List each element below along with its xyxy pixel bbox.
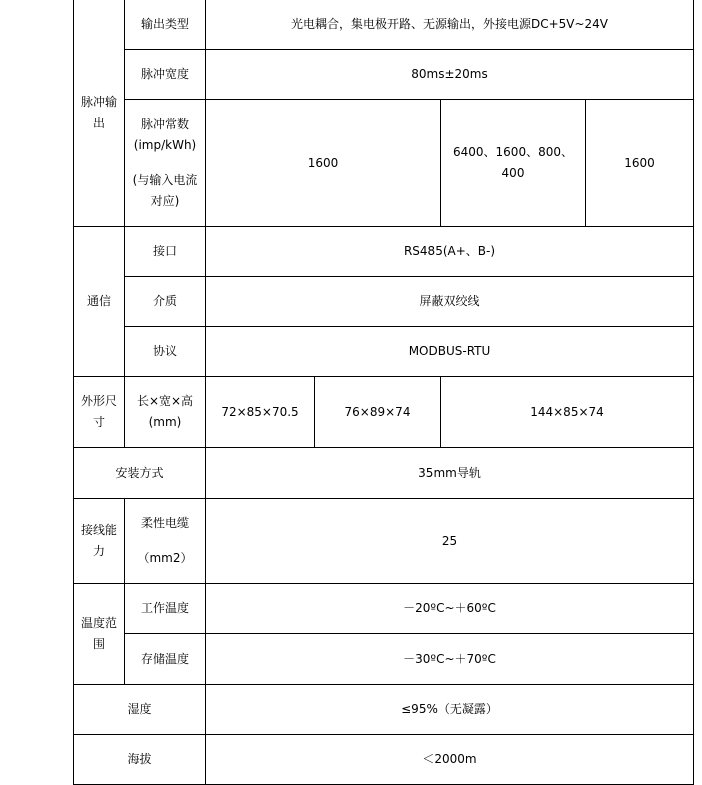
label-wiring-line2: （mm2） bbox=[137, 551, 193, 565]
value-humidity: ≤95%（无凝露） bbox=[206, 685, 694, 735]
label-pulse-constant-line3: (与输入电流 bbox=[132, 173, 198, 187]
row-work-temp bbox=[74, 584, 694, 634]
value-altitude: ＜2000m bbox=[206, 735, 694, 785]
row-wiring bbox=[74, 499, 694, 584]
row-output-type bbox=[74, 0, 694, 50]
row-altitude bbox=[74, 735, 694, 785]
label-protocol: 协议 bbox=[125, 327, 206, 377]
label-pulse-width: 脉冲宽度 bbox=[125, 50, 206, 100]
row-dimensions bbox=[74, 377, 694, 448]
category-pulse-output: 脉冲输出 bbox=[74, 0, 125, 227]
row-pulse-width bbox=[74, 50, 694, 100]
label-altitude: 海拔 bbox=[74, 735, 206, 785]
spacer bbox=[127, 534, 203, 548]
row-interface bbox=[74, 227, 694, 277]
label-dimensions-line2: (mm) bbox=[148, 415, 182, 429]
label-pulse-constant-line1: 脉冲常数 bbox=[140, 117, 189, 131]
row-medium bbox=[74, 277, 694, 327]
value-medium: 屏蔽双绞线 bbox=[206, 277, 694, 327]
label-dimensions-line1: 长×宽×高 bbox=[136, 394, 194, 408]
value-dimensions-2: 76×89×74 bbox=[315, 377, 441, 448]
row-mounting bbox=[74, 448, 694, 499]
category-communication: 通信 bbox=[74, 227, 125, 377]
value-interface: RS485(A+、B-) bbox=[206, 227, 694, 277]
label-storage-temp: 存储温度 bbox=[125, 634, 206, 685]
category-wiring: 接线能力 bbox=[74, 499, 125, 584]
label-output-type: 输出类型 bbox=[125, 0, 206, 50]
label-pulse-constant bbox=[125, 100, 206, 227]
value-pulse-constant-2: 6400、1600、800、400 bbox=[441, 100, 586, 227]
value-output-type: 光电耦合，集电极开路、无源输出，外接电源DC+5V~24V bbox=[206, 0, 694, 50]
category-temperature: 温度范围 bbox=[74, 584, 125, 685]
label-work-temp: 工作温度 bbox=[125, 584, 206, 634]
value-storage-temp: －30ºC~＋70ºC bbox=[206, 634, 694, 685]
label-dimensions bbox=[125, 377, 206, 448]
category-dimensions: 外形尺寸 bbox=[74, 377, 125, 448]
label-wiring bbox=[125, 499, 206, 584]
label-mounting: 安装方式 bbox=[74, 448, 206, 499]
row-storage-temp bbox=[74, 634, 694, 685]
value-pulse-constant-1: 1600 bbox=[206, 100, 441, 227]
label-pulse-constant-line2: (imp/kWh) bbox=[133, 138, 197, 152]
label-medium: 介质 bbox=[125, 277, 206, 327]
row-protocol bbox=[74, 327, 694, 377]
label-interface: 接口 bbox=[125, 227, 206, 277]
value-pulse-constant-3: 1600 bbox=[586, 100, 694, 227]
label-pulse-constant-line4: 对应) bbox=[150, 194, 180, 208]
row-humidity bbox=[74, 685, 694, 735]
value-dimensions-1: 72×85×70.5 bbox=[206, 377, 315, 448]
value-protocol: MODBUS-RTU bbox=[206, 327, 694, 377]
row-pulse-constant bbox=[74, 100, 694, 227]
value-work-temp: －20ºC~＋60ºC bbox=[206, 584, 694, 634]
value-dimensions-3: 144×85×74 bbox=[441, 377, 694, 448]
value-wiring: 25 bbox=[206, 499, 694, 584]
label-wiring-line1: 柔性电缆 bbox=[140, 516, 189, 530]
value-mounting: 35mm导轨 bbox=[206, 448, 694, 499]
spacer bbox=[127, 156, 203, 170]
spec-table bbox=[73, 0, 694, 785]
label-humidity: 湿度 bbox=[74, 685, 206, 735]
value-pulse-width: 80ms±20ms bbox=[206, 50, 694, 100]
